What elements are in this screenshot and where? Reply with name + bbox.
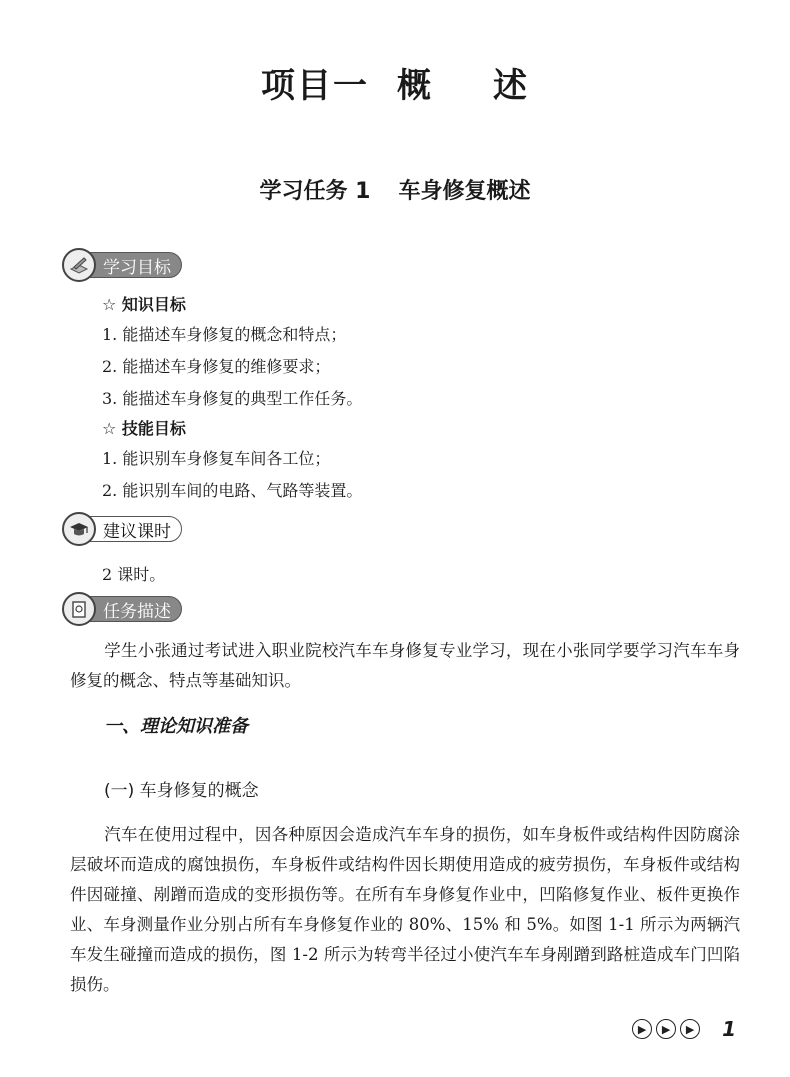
knowledge-item: 3. 能描述车身修复的典型工作任务。: [102, 389, 363, 408]
objectives-tag-label: 学习目标: [88, 252, 182, 278]
chapter-number: 项目一: [261, 66, 369, 106]
description-tag-label: 任务描述: [88, 596, 182, 622]
skill-heading: ☆ 技能目标: [102, 419, 186, 438]
task-name: 车身修复概述: [398, 179, 531, 204]
section-heading: 一、理论知识准备: [104, 716, 248, 737]
graduation-cap-icon: [62, 512, 96, 546]
chapter-title: [0, 58, 790, 107]
skill-item: 2. 能识别车间的电路、气路等装置。: [102, 481, 363, 500]
pen-book-icon: [62, 248, 96, 282]
hours-tag: [62, 512, 182, 546]
arrow-right-icon: ▶: [680, 1019, 700, 1039]
hours-tag-label: 建议课时: [88, 516, 182, 542]
book-icon: [62, 592, 96, 626]
chapter-title-char-1: 概: [397, 66, 433, 106]
page-footer: [632, 1017, 736, 1041]
skill-item: 1. 能识别车身修复车间各工位；: [102, 449, 331, 468]
body-paragraph-text: 汽车在使用过程中，因各种原因会造成汽车车身的损伤，如车身板件或结构件因防腐涂层破坏而造成的腐蚀损伤，车身板件或结构件因长期使用造成的疲劳损伤，车身板件或结构件因碰撞、剐蹭而造成的变形损伤等。在所有车身修复作业中，凹陷修复作业、板件更换作业、车身测量作业分别占所有车身修复作业的 80%、15% 和 5%。如图 1-1 所示为两辆汽车发生碰撞而造成的损伤，图 1-2 所示为转弯半径过小使汽车车身剐蹭到路桩造成车门凹陷损伤。: [70, 825, 740, 994]
page-number: 1: [722, 1017, 736, 1041]
description-tag: [62, 592, 182, 626]
knowledge-heading: ☆ 知识目标: [102, 295, 186, 314]
knowledge-item: 1. 能描述车身修复的概念和特点；: [102, 325, 347, 344]
objectives-tag: [62, 248, 182, 282]
arrow-right-icon: ▶: [632, 1019, 652, 1039]
task-title: [0, 174, 790, 205]
knowledge-item: 2. 能描述车身修复的维修要求；: [102, 357, 331, 376]
task-description: [70, 636, 740, 696]
task-description-text: 学生小张通过考试进入职业院校汽车车身修复专业学习，现在小张同学要学习汽车车身修复的概念、特点等基础知识。: [70, 641, 740, 690]
task-label: 学习任务 1: [259, 179, 371, 204]
chapter-title-char-2: 述: [493, 66, 529, 106]
sub-section-heading: (一) 车身修复的概念: [104, 781, 259, 801]
arrow-right-icon: ▶: [656, 1019, 676, 1039]
body-paragraph: [70, 820, 740, 1000]
hours-text: 2 课时。: [102, 565, 166, 584]
